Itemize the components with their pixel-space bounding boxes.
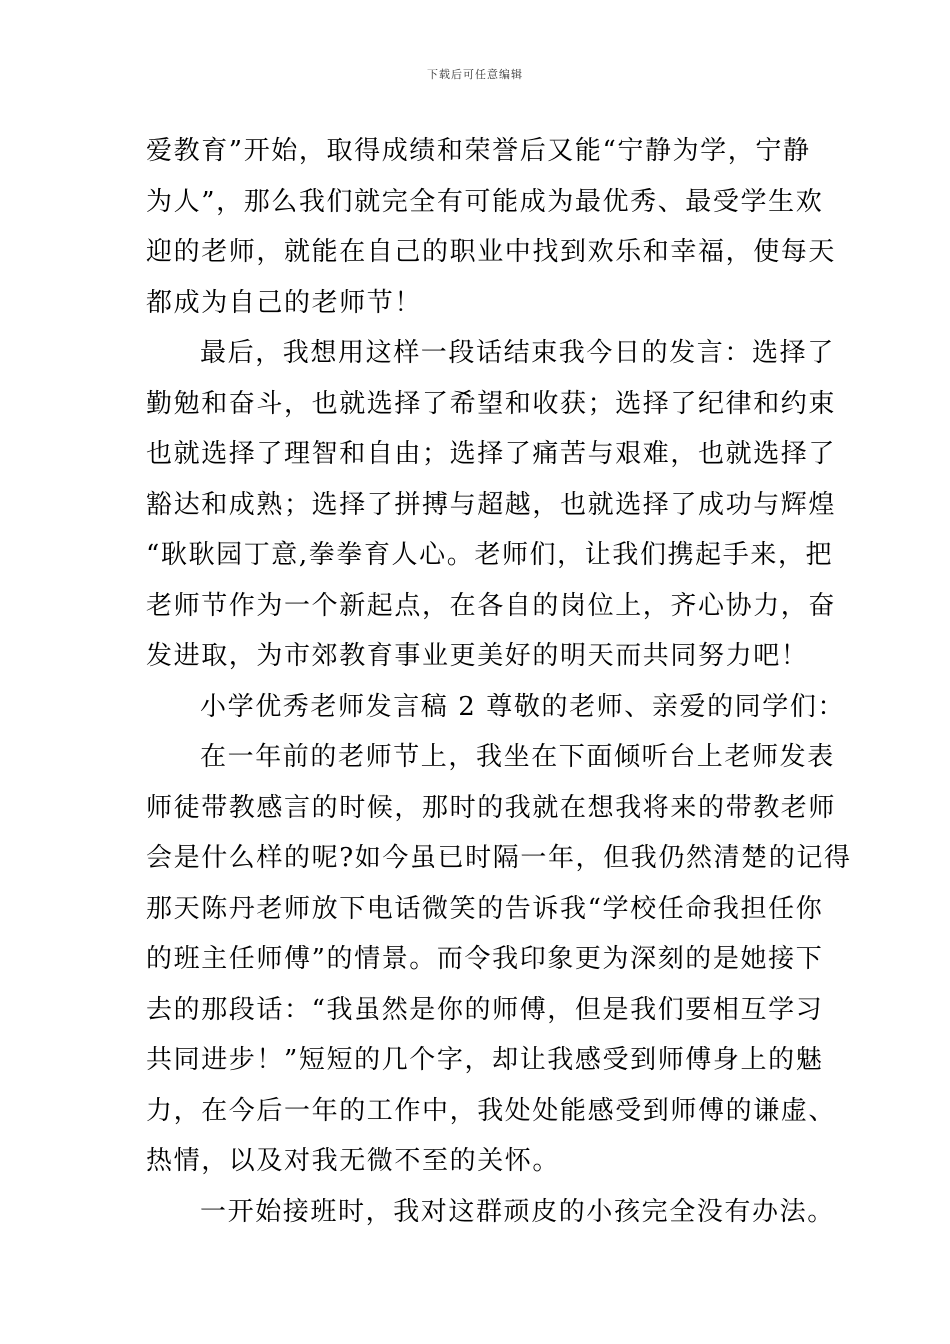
text-line: 力，在今后一年的工作中，我处处能感受到师傅的谦虚、 (146, 1095, 837, 1126)
text-line: 最后，我想用这样一段话结束我今日的发言：选择了 (200, 338, 835, 368)
text-line: 一开始接班时，我对这群顽皮的小孩完全没有办法。 (200, 1196, 835, 1227)
text-line: 为人”，那么我们就完全有可能成为最优秀、最受学生欢 (146, 186, 824, 217)
text-line: “耿耿园丁意,拳拳育人心。老师们，让我们携起手来，把 (146, 540, 834, 570)
text-line: 都成为自己的老师节！ (146, 287, 423, 318)
text-line: 的班主任师傅”的情景。而令我印象更为深刻的是她接下 (146, 944, 824, 974)
text-line: 小学优秀老师发言稿 2 尊敬的老师、亲爱的同学们： (200, 691, 846, 722)
page-header-note: 下载后可任意编辑 (427, 68, 523, 81)
text-line: 也就选择了理智和自由；选择了痛苦与艰难，也就选择了 (146, 439, 837, 469)
document-body (146, 126, 852, 1237)
text-line: 迎的老师，就能在自己的职业中找到欢乐和幸福，使每天 (146, 237, 837, 267)
text-line: 去的那段话：“我虽然是你的师傅，但是我们要相互学习 (146, 994, 824, 1025)
text-line: 老师节作为一个新起点，在各自的岗位上，齐心协力，奋 (146, 590, 837, 621)
text-line: 热情，以及对我无微不至的关怀。 (146, 1146, 561, 1176)
text-line: 师徒带教感言的时候，那时的我就在想我将来的带教老师 (146, 792, 837, 823)
text-line: 勤勉和奋斗，也就选择了希望和收获；选择了纪律和约束 (146, 388, 837, 419)
text-line: 会是什么样的呢?如今虽已时隔一年，但我仍然清楚的记得 (146, 843, 852, 873)
text-line: 豁达和成熟；选择了拼搏与超越，也就选择了成功与辉煌 (146, 489, 837, 520)
text-line: 爱教育”开始，取得成绩和荣誉后又能“宁静为学，宁静 (146, 136, 811, 166)
text-line: 共同进步！”短短的几个字，却让我感受到师傅身上的魅 (146, 1045, 824, 1075)
text-line: 那天陈丹老师放下电话微笑的告诉我“学校任命我担任你 (146, 893, 824, 924)
text-line: 在一年前的老师节上，我坐在下面倾听台上老师发表 (200, 742, 835, 772)
text-line: 发进取，为市郊教育事业更美好的明天而共同努力吧！ (146, 641, 809, 671)
